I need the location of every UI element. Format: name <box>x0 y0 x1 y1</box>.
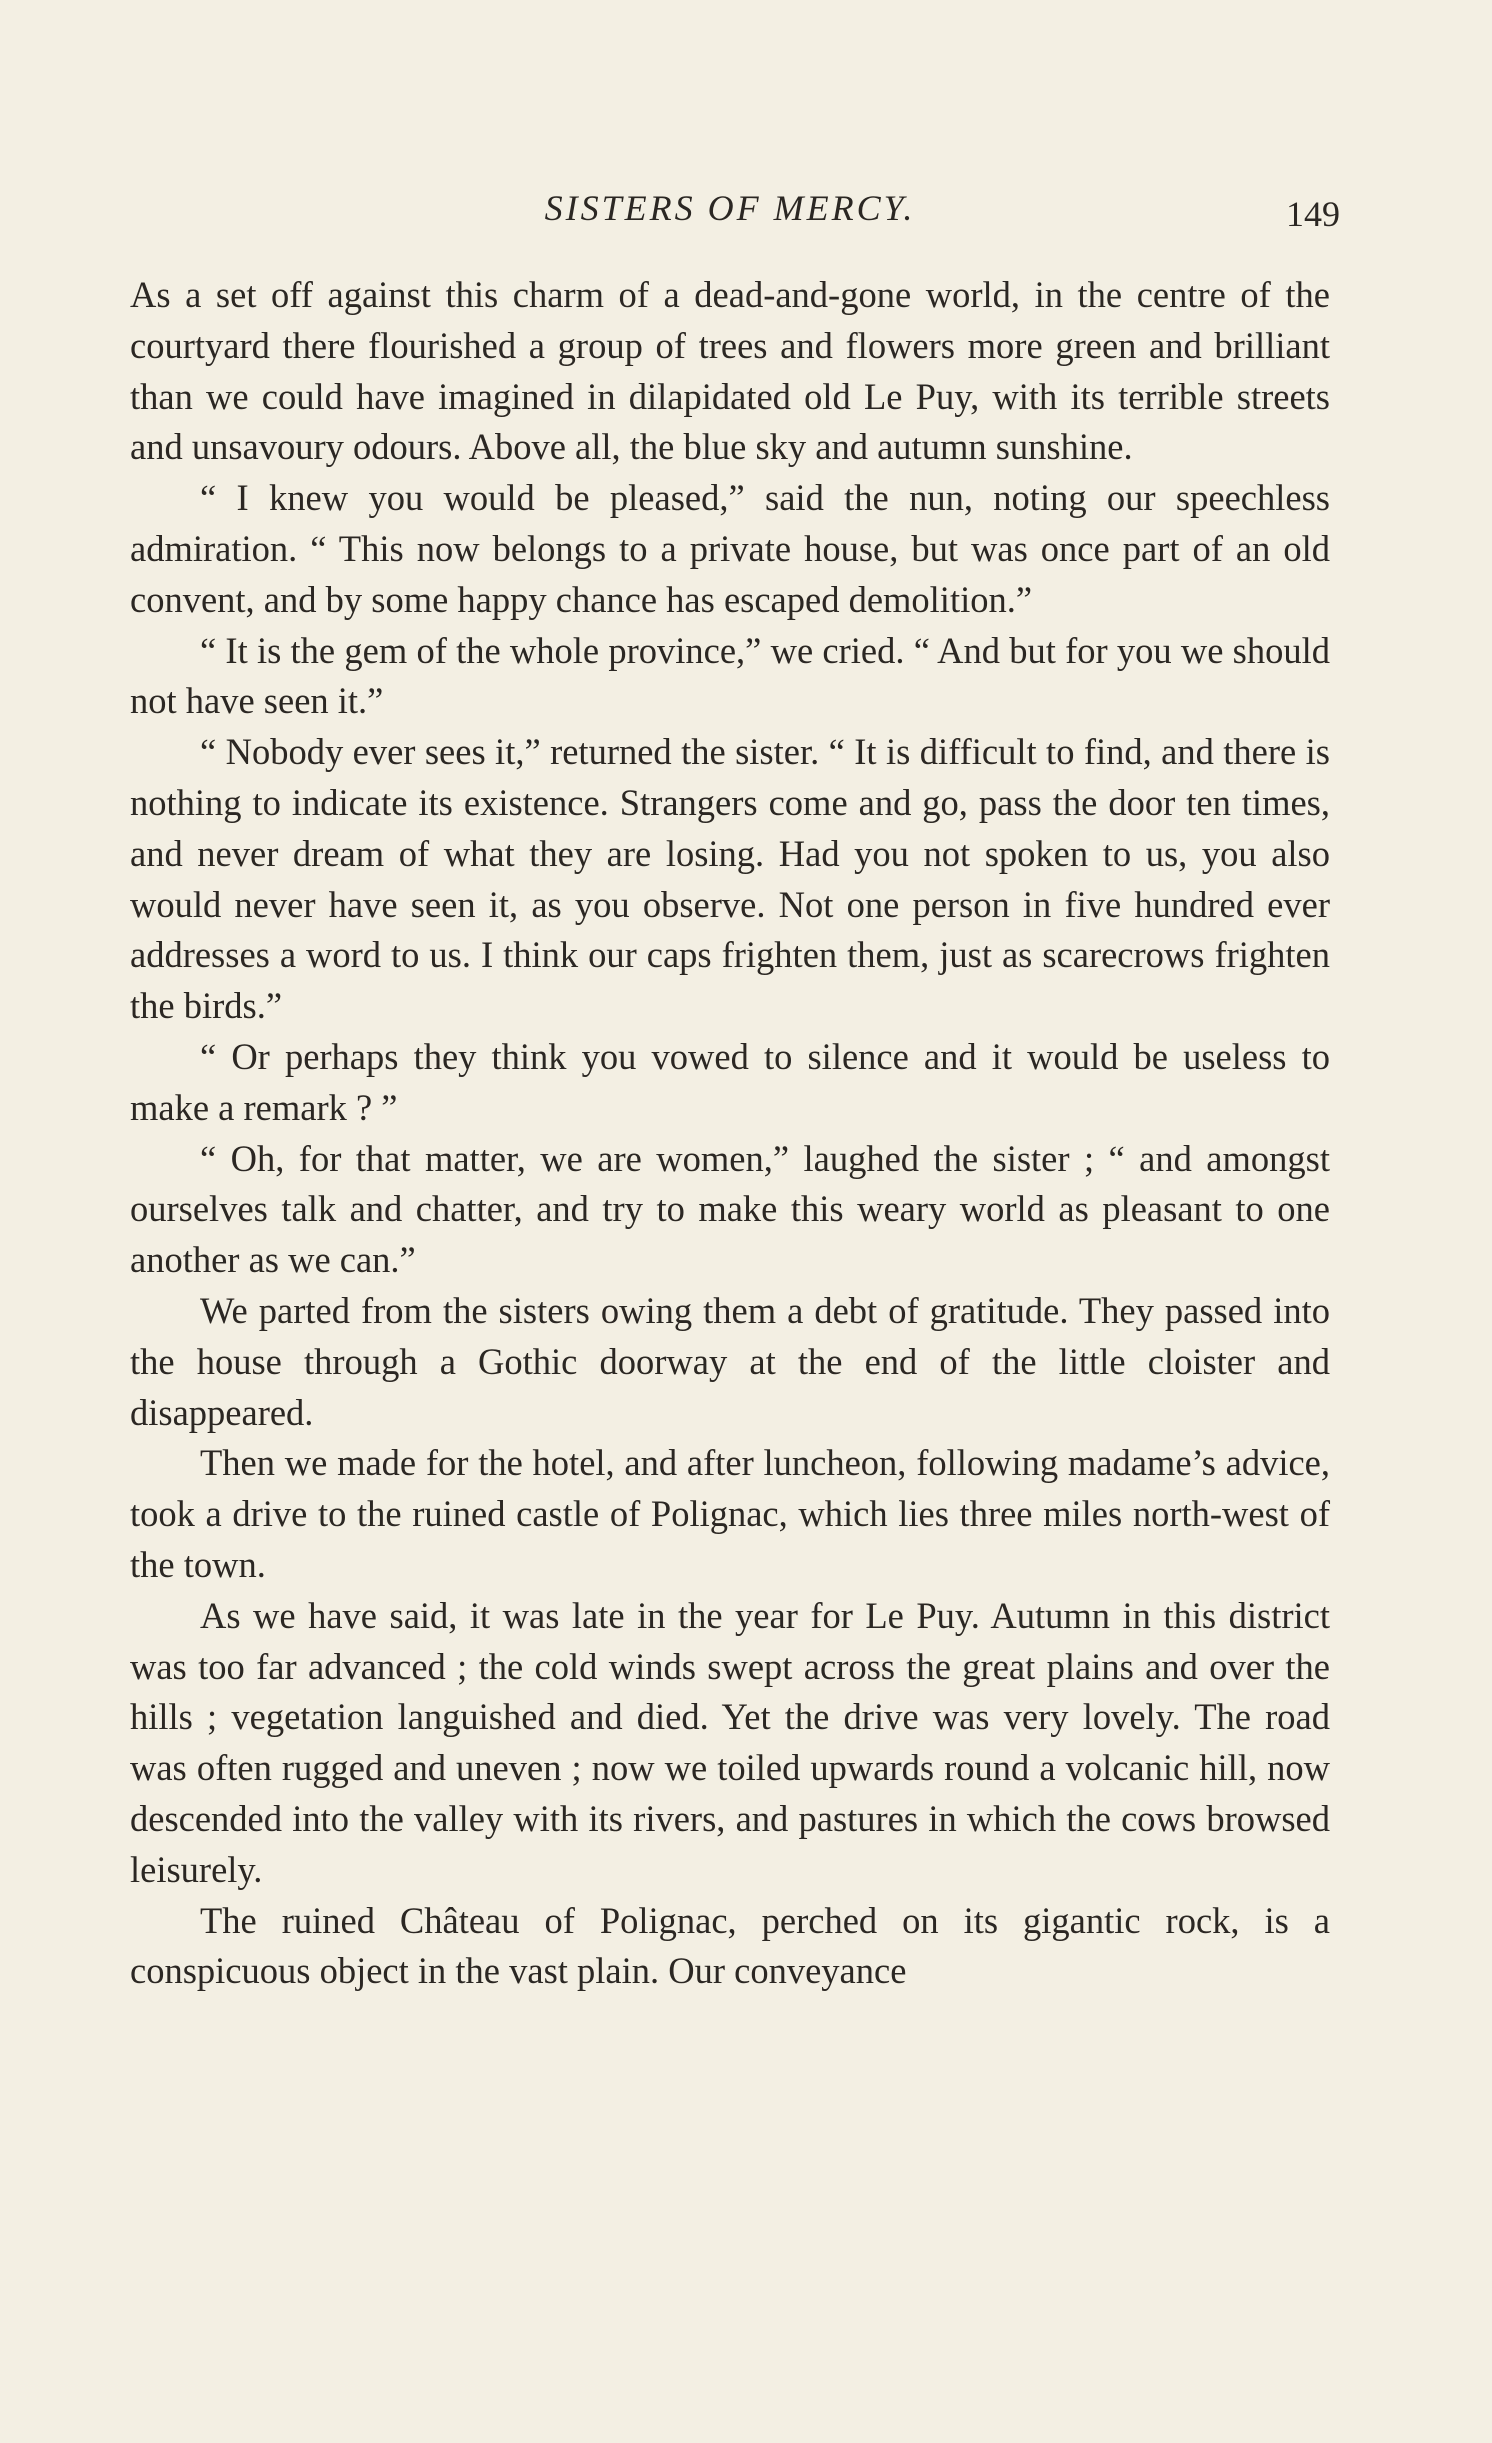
paragraph: “ Nobody ever sees it,” returned the sister. “ It is difficult to find, and there is nothing to indicate its existence. Strangers come and go, pass the door ten times, and never dream of what they are losing. Had you not spoken to us, you also would never have seen it, as you observe. Not one person in five hundred ever addresses a word to us. I think our caps frighten them, just as scarecrows frighten the birds.” <box>130 731 1330 1027</box>
paragraph: “ Oh, for that matter, we are women,” laughed the sister ; “ and amongst ourselves talk and chatter, and try to make this weary world as pleasant to one another as we can.” <box>130 1137 1330 1281</box>
body-text <box>130 270 1330 1997</box>
paragraph: As we have said, it was late in the year for Le Puy. Autumn in this district was too far advanced ; the cold winds swept across the great plains and over the hills ; vegetation languished and died. Yet the drive was very lovely. The road was often rugged and uneven ; now we toiled upwards round a volcanic hill, now descended into the valley with its rivers, and pastures in which the cows browsed leisurely. <box>130 1594 1330 1890</box>
paragraph: We parted from the sisters owing them a debt of gratitude. They passed into the house through a Gothic doorway at the end of the little cloister and disappeared. <box>130 1289 1330 1433</box>
paragraph: “ Or perhaps they think you vowed to silence and it would be useless to make a remark ? ” <box>130 1035 1330 1128</box>
paragraph: The ruined Château of Polignac, perched on its gigantic rock, is a conspicuous object in the vast plain. Our conveyance <box>130 1899 1330 1992</box>
paragraph: As a set off against this charm of a dead-and-gone world, in the centre of the courtyard there flourished a group of trees and flowers more green and brilliant than we could have imagined in dilapidated old Le Puy, with its terrible streets and unsavoury odours. Above all, the blue sky and autumn sunshine. <box>130 274 1330 468</box>
page-number: 149 <box>1286 194 1340 234</box>
running-head <box>130 180 1340 236</box>
paragraph: “ I knew you would be pleased,” said the nun, noting our speechless admiration. “ This now belongs to a private house, but was once part of an old convent, and by some happy chance has escaped demolition.” <box>130 477 1330 620</box>
paragraph: “ It is the gem of the whole province,” we cried. “ And but for you we should not have seen it.” <box>130 629 1330 722</box>
running-title: SISTERS OF MERCY. <box>544 188 916 228</box>
paragraph: Then we made for the hotel, and after luncheon, following madame’s advice, took a drive to the ruined castle of Polignac, which lies three miles north-west of the town. <box>130 1442 1330 1585</box>
